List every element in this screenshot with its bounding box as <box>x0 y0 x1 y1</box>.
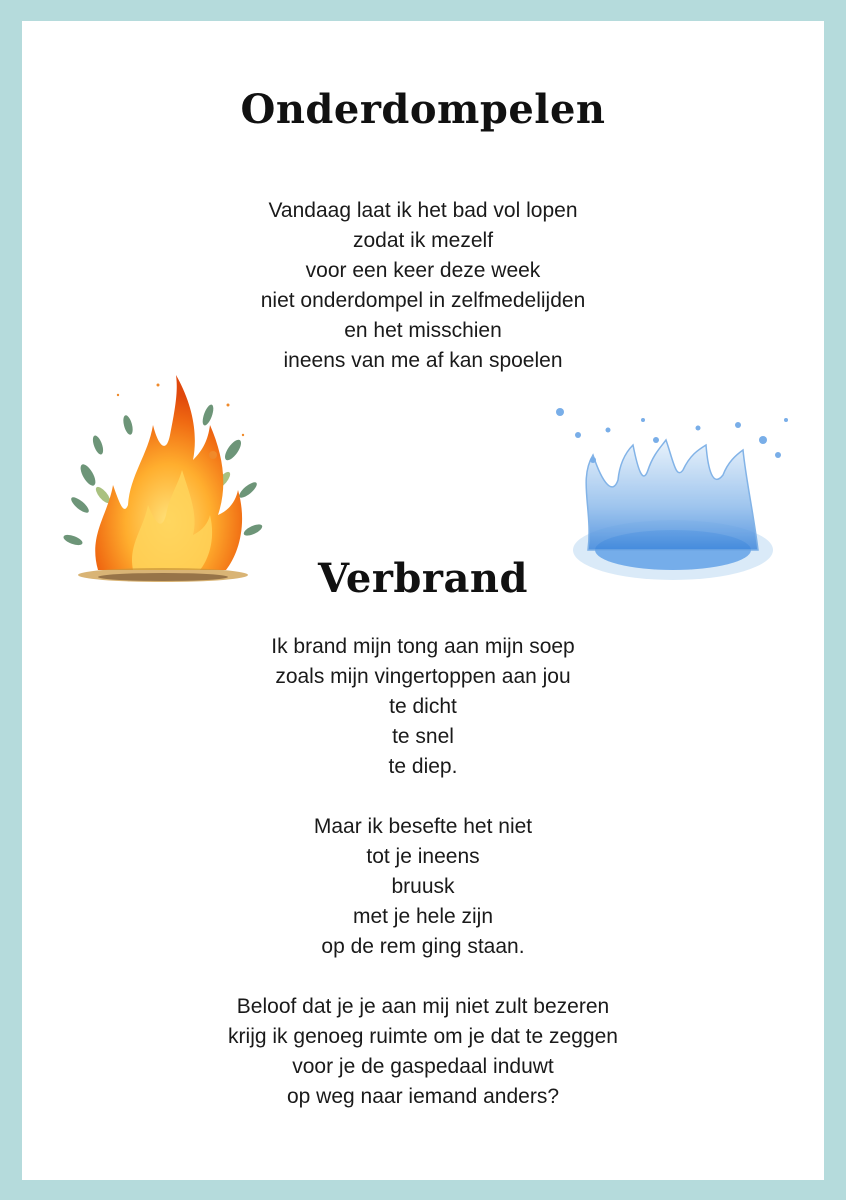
poem-line: op de rem ging staan. <box>321 935 525 958</box>
poem-title-verbrand: Verbrand <box>318 555 528 602</box>
poem-line: Beloof dat je je aan mij niet zult bezeren <box>236 995 610 1018</box>
poem-line: Vandaag laat ik het bad vol lopen <box>268 199 578 222</box>
stanza-break <box>0 962 846 992</box>
poem-line: voor een keer deze week <box>305 259 541 282</box>
poem-line: voor je de gaspedaal induwt <box>292 1055 554 1078</box>
poem-line: ineens van me af kan spoelen <box>283 349 563 372</box>
poem-line: te dicht <box>389 695 457 718</box>
poem-body-onderdompelen <box>0 196 846 376</box>
poem-line: krijg ik genoeg ruimte om je dat te zeggen <box>228 1025 618 1048</box>
poem-title-onderdompelen: Onderdompelen <box>240 86 606 133</box>
stanza-break <box>0 782 846 812</box>
poem-line: op weg naar iemand anders? <box>286 1085 559 1108</box>
poem-line: zoals mijn vingertoppen aan jou <box>275 665 571 688</box>
poem-line: Maar ik besefte het niet <box>313 815 533 838</box>
poem-line: niet onderdompel in zelfmedelijden <box>260 289 586 312</box>
poem-line: zodat ik mezelf <box>352 229 494 252</box>
poem-line: tot je ineens <box>366 845 480 868</box>
poem-line: Ik brand mijn tong aan mijn soep <box>271 635 575 658</box>
poem-line: bruusk <box>391 875 455 898</box>
poem-line: met je hele zijn <box>352 905 494 928</box>
poem-body-verbrand <box>0 632 846 1112</box>
poem-line: en het misschien <box>344 319 502 342</box>
poem-line: te snel <box>392 725 454 748</box>
poem-line: te diep. <box>388 755 458 778</box>
